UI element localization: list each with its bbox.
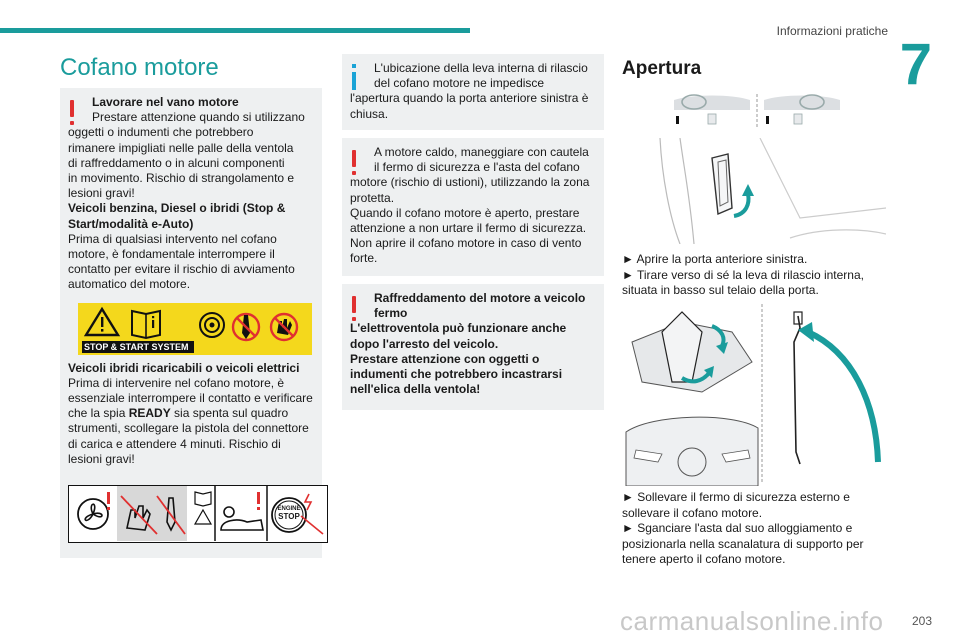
warning-text-line: nell'elica della ventola! [350, 382, 481, 397]
chapter-number: 7 [899, 32, 932, 97]
warning-text-line: essenziale interrompere il contatto e verificare [68, 391, 313, 406]
warning-heading: Raffreddamento del motore a veicolo [374, 291, 586, 305]
info-text-line: del cofano motore ne impedisce [374, 76, 545, 91]
warning-text-line: Prestare attenzione quando si utilizzano [92, 110, 305, 125]
warning-box-hot-engine [342, 138, 604, 276]
warning-text-line: contatto per evitare il rischio di avviamento [68, 262, 295, 277]
hood-prop-rod-icon [794, 312, 802, 464]
stop-start-label: STOP & START SYSTEM [84, 341, 189, 352]
warning-text-line: rimanere impigliati nelle palle della ventola [68, 140, 294, 155]
subheading: Start/modalità e-Auto) [68, 216, 194, 231]
no-hand-icon [271, 314, 297, 340]
warning-icon [352, 150, 357, 176]
warning-text-line: Non aprire il cofano motore in caso di vento [350, 236, 582, 251]
hood-latch-detail [632, 312, 752, 392]
warning-text-line: Quando il cofano motore è aperto, prestare [350, 205, 580, 220]
warning-text-line: Prima di qualsiasi intervento nel cofano [68, 231, 277, 246]
step-text: ► Sganciare l'asta dal suo alloggiamento e [622, 521, 853, 536]
manual-book-icon [195, 492, 211, 506]
info-text-line: L'ubicazione della leva interna di rilascio [374, 61, 588, 75]
car-front-icon [626, 417, 758, 486]
subheading: Veicoli ibridi ricaricabili o veicoli elettrici [68, 360, 300, 375]
warning-heading: fermo [374, 306, 408, 321]
info-box-release-lever [342, 54, 604, 130]
mechanic-icon [221, 507, 263, 530]
warning-box-cooling-fan [342, 284, 604, 410]
step-text: sollevare il cofano motore. [622, 505, 763, 520]
engine-stop-label: ENGINE STOP [277, 506, 301, 522]
warning-text-line: attenzione a non urtare il fermo di sicurezza. [350, 221, 587, 236]
section-heading-apertura: Apertura [622, 58, 702, 79]
header-accent-bar [0, 28, 470, 33]
caution-triangle-icon [195, 510, 211, 524]
warning-text-line: indumenti che potrebbero incastrarsi [350, 367, 563, 382]
warning-text-line: automatico del motore. [68, 277, 191, 292]
warning-text-line: Prestare attenzione con oggetti o [350, 351, 540, 366]
step-text: tenere aperto il cofano motore. [622, 552, 786, 567]
warning-text-line: dopo l'arresto del veicolo. [350, 336, 499, 351]
subheading: Veicoli benzina, Diesel o ibridi (Stop & [68, 201, 286, 216]
warning-text-line: forte. [350, 251, 378, 266]
warning-text-line: L'elettroventola può funzionare anche [350, 321, 567, 336]
pull-arrow-icon [734, 184, 754, 216]
caution-triangle-icon [86, 309, 118, 335]
steering-wheel-icon [764, 95, 840, 124]
warning-text-line: Prima di intervenire nel cofano motore, è [68, 375, 285, 390]
release-lever-illustration [650, 138, 886, 244]
page-title: Cofano motore [60, 54, 219, 81]
exclamation-icon [257, 492, 260, 510]
page-number: 203 [911, 614, 932, 628]
warning-text-line: A motore caldo, maneggiare con cautela [374, 145, 589, 159]
section-title: Informazioni pratiche [776, 24, 888, 38]
warning-text-line: di carica e attendere 4 minuti. Rischio di [68, 436, 281, 451]
opening-steps-2 [622, 490, 892, 568]
spring-fan-icon [200, 313, 224, 337]
step-text: posizionarla nella scanalatura di supporto per [622, 536, 864, 551]
warning-text-line: di raffreddamento o in alcuni componenti [68, 155, 285, 170]
warning-text-line: strumenti, scollegare la pistola del connettore [68, 421, 309, 436]
hybrid-warning-pictogram [68, 485, 328, 543]
manual-book-icon [132, 311, 160, 338]
exclamation-icon [107, 492, 110, 510]
lhd-rhd-dashboard-illustration [672, 92, 842, 130]
hood-prop-illustration [622, 302, 884, 486]
step-text: situata in basso sul telaio della porta. [622, 283, 819, 298]
warning-text-line: che la spia READY sia spenta sul quadro [68, 406, 289, 421]
info-text-line: l'apertura quando la porta anteriore sinistra è [350, 91, 589, 106]
steering-wheel-icon [674, 95, 750, 124]
step-text: ► Sollevare il fermo di sicurezza esterno e [622, 490, 850, 504]
warning-text-line: motore (rischio di ustioni), utilizzando la zona [350, 175, 590, 190]
warning-text-line: in movimento. Rischio di strangolamento e [68, 171, 295, 186]
hood-release-lever-icon [712, 154, 732, 214]
fan-icon [78, 499, 108, 529]
step-text: ► Aprire la porta anteriore sinistra. [622, 252, 808, 266]
warning-text-line: motore, è fondamentale interrompere il [68, 247, 275, 262]
warning-box-engine-bay [60, 88, 322, 558]
warning-text-line: lesioni gravi! [68, 451, 135, 466]
warning-icon [352, 296, 357, 322]
step-text: ► Tirare verso di sé la leva di rilascio interna, [622, 267, 864, 282]
ready-label: READY [128, 406, 171, 421]
warning-text-line: oggetti o indumenti che potrebbero [68, 125, 254, 140]
opening-steps-1 [622, 252, 892, 299]
lift-arrow-icon [798, 322, 878, 462]
info-text-line: chiusa. [350, 106, 389, 121]
warning-text-line: protetta. [350, 190, 395, 205]
warning-text-line: il fermo di sicurezza e l'asta del cofano [374, 160, 580, 175]
watermark: carmanualsonline.info [620, 606, 884, 636]
no-charging-icon [301, 494, 323, 534]
no-tie-icon [233, 314, 259, 340]
warning-icon [70, 100, 75, 126]
warning-text-line: lesioni gravi! [68, 186, 135, 201]
info-icon [352, 64, 357, 90]
stop-start-pictogram [78, 303, 312, 355]
warning-heading: Lavorare nel vano motore [92, 95, 239, 109]
